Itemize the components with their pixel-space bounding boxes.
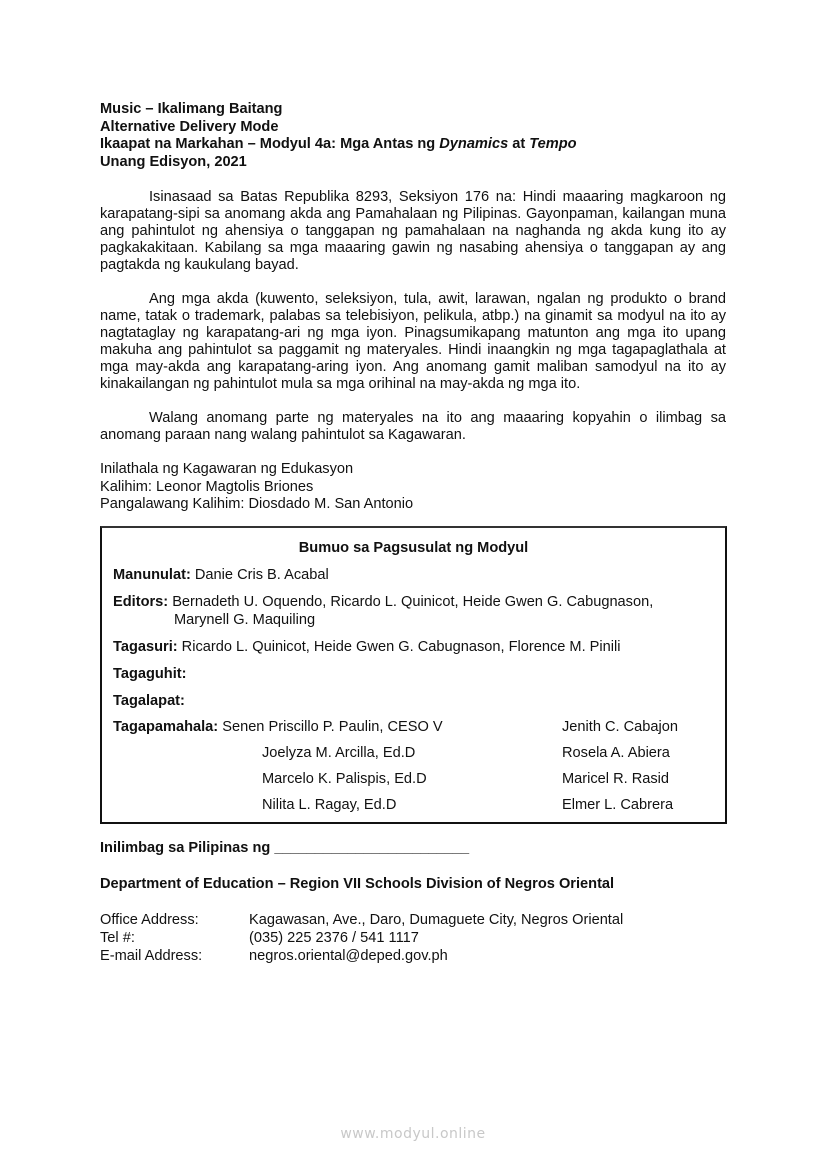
manager-entry: Elmer L. Cabrera	[562, 796, 674, 813]
illustrator-row	[113, 665, 714, 683]
copyright-paragraph-2: Ang mga akda (kuwento, seleksiyon, tula, awit, larawan, ngalan ng produkto o brand name, tatak o trademark, palabas sa telebisiyon, pelikula, atbp.) na ginamit sa modyul na ito ay nagtataglay ng karapatang-ari ng mga iyon. Pinagsumikapang matunton ang mga ito upang makuha ang pahintulot sa paggamit ng materyales. Hindi inaangkin ng mga tagapaglathala at mga may-akda ang karapatang-aring iyon. Ang anomang gamit maliban samodyul na ito ay kinakailangan ng pahintulot mula sa mga orihinal na may-akda ng mga ito.	[100, 291, 726, 392]
manager-entry: Rosela A. Abiera	[562, 744, 670, 761]
reviewers-label: Tagasuri:	[113, 638, 178, 655]
telephone-row	[100, 929, 726, 947]
reviewers-row	[113, 638, 714, 656]
telephone-value: (035) 225 2376 / 541 1117	[249, 929, 419, 946]
contact-block	[100, 911, 726, 965]
email-value: negros.oriental@deped.gov.ph	[249, 947, 448, 964]
layout-artist-label: Tagalapat:	[113, 692, 185, 709]
editors-row	[113, 593, 714, 629]
copyright-paragraph-3: Walang anomang parte ng materyales na ito ang maaaring kopyahin o ilimbag sa anomang paraan nang walang pahintulot sa Kagawaran.	[100, 410, 726, 443]
reviewers-value: Ricardo L. Quinicot, Heide Gwen G. Cabugnason, Florence M. Pinili	[177, 638, 621, 655]
secretary-line: Kalihim: Leonor Magtolis Briones	[100, 478, 314, 495]
undersecretary-line: Pangalawang Kalihim: Diosdado M. San Antonio	[100, 496, 414, 512]
publisher-block	[100, 461, 726, 514]
copyright-paragraph-1: Isinasaad sa Batas Republika 8293, Seksiyon 176 na: Hindi maaaring magkaroon ng karapatang-sipi sa anomang akda ang Pamahalaan ng Pilipinas. Gayonpaman, kailangan muna ang pahintulot ng ahensiya o tanggapan ng pamahalaan na naghanda ng akda kung ito ay pagkakakitaan. Kabilang sa mga maaaring gawin ng nasabing ahensiya o tanggapan ay ang pagtakda ng kaukulang bayad.	[100, 189, 726, 273]
edition-title: Unang Edisyon, 2021	[100, 153, 247, 170]
watermark-text: www.modyul.online	[340, 1126, 486, 1142]
managers-label: Tagapamahala:	[113, 718, 219, 735]
document-page	[100, 101, 726, 965]
publisher-line: Inilathala ng Kagawaran ng Edukasyon	[100, 461, 354, 477]
manager-entry: Maricel R. Rasid	[562, 770, 670, 787]
editors-label: Editors:	[113, 593, 169, 610]
printed-in-line: Inilimbag sa Pilipinas ng ________________________	[100, 839, 470, 856]
office-address-row	[100, 911, 726, 929]
editors-value: Bernadeth U. Oquendo, Ricardo L. Quinicot, Heide Gwen G. Cabugnason,	[168, 593, 654, 610]
office-address-label: Office Address:	[100, 911, 199, 928]
deped-division-title: Department of Education – Region VII Schools Division of Negros Oriental	[100, 875, 615, 892]
subject-grade-title: Music – Ikalimang Baitang	[100, 101, 283, 117]
illustrator-label: Tagaguhit:	[113, 665, 187, 682]
manager-entry: Nilita L. Ragay, Ed.D	[262, 796, 397, 813]
title-block	[100, 101, 726, 171]
writer-value: Danie Cris B. Acabal	[190, 566, 329, 583]
manager-entry: Marcelo K. Palispis, Ed.D	[262, 770, 427, 787]
writer-label: Manunulat:	[113, 566, 191, 583]
layout-artist-row	[113, 692, 714, 710]
delivery-mode-title: Alternative Delivery Mode	[100, 118, 279, 135]
office-address-value: Kagawasan, Ave., Daro, Dumaguete City, Negros Oriental	[249, 911, 624, 928]
manager-entry: Jenith C. Cabajon	[562, 718, 679, 735]
email-row	[100, 947, 726, 965]
telephone-label: Tel #:	[100, 929, 135, 946]
manager-entry: Tagapamahala: Senen Priscillo P. Paulin, CESO V	[113, 718, 443, 735]
editors-value-continued: Marynell G. Maquiling	[174, 611, 316, 628]
credits-box-title: Bumuo sa Pagsusulat ng Modyul	[298, 539, 529, 556]
writer-row	[113, 566, 714, 584]
module-title: Ikaapat na Markahan – Modyul 4a: Mga Antas ng Dynamics at Tempo	[100, 136, 577, 152]
credits-box	[100, 526, 727, 824]
managers-table	[113, 719, 714, 823]
manager-entry: Joelyza M. Arcilla, Ed.D	[262, 744, 416, 761]
email-label: E-mail Address:	[100, 947, 203, 964]
